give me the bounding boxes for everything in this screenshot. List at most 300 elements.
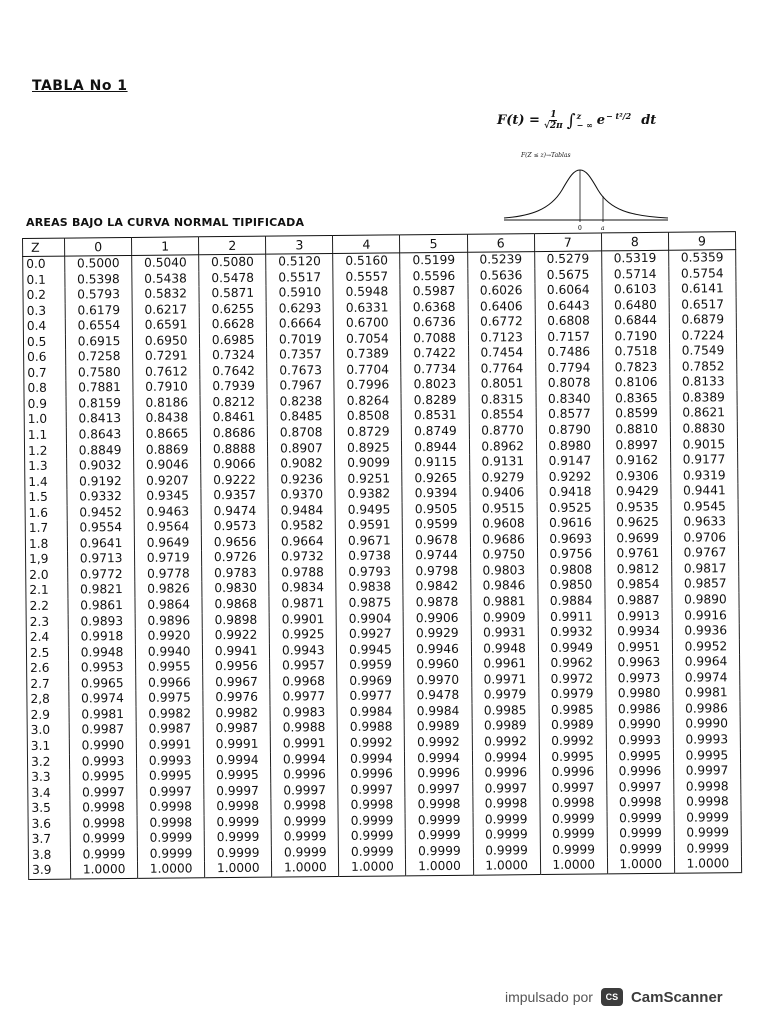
probability-cell: 0.6293 <box>266 301 333 317</box>
probability-cell: 0.9998 <box>674 779 741 795</box>
probability-cell: 0.8599 <box>603 406 670 422</box>
probability-cell: 0.7673 <box>267 363 334 379</box>
probability-cell: 0.9995 <box>204 768 271 784</box>
probability-cell: 0.8531 <box>402 408 469 424</box>
z-value-cell: 2.7 <box>27 676 69 692</box>
formula-dt: dt <box>641 113 657 128</box>
probability-cell: 0.6772 <box>468 314 535 330</box>
probability-cell: 0.9525 <box>537 500 604 516</box>
probability-cell: 0.9671 <box>336 533 403 549</box>
header-col-9: 9 <box>668 232 735 251</box>
probability-cell: 0.9932 <box>538 625 605 641</box>
probability-cell: 0.9429 <box>604 484 671 500</box>
probability-cell: 0.9968 <box>270 674 337 690</box>
probability-cell: 0.9131 <box>469 454 536 470</box>
z-value-cell: 1.6 <box>25 505 67 521</box>
probability-cell: 0.9798 <box>403 564 470 580</box>
z-value-cell: 2.4 <box>26 630 68 646</box>
probability-cell: 0.6331 <box>333 300 400 316</box>
z-value-cell: 1.1 <box>24 428 66 444</box>
z-value-cell: 1.7 <box>25 521 67 537</box>
probability-cell: 0.9999 <box>406 843 473 859</box>
probability-cell: 0.5319 <box>601 250 668 267</box>
curve-label-zero: 0 <box>578 225 582 232</box>
probability-cell: 0.5832 <box>132 286 199 302</box>
probability-cell: 0.9999 <box>406 828 473 844</box>
probability-cell: 0.7123 <box>468 330 535 346</box>
cdf-formula <box>497 110 656 131</box>
probability-cell: 0.5636 <box>467 268 534 284</box>
probability-cell: 0.9997 <box>271 783 338 799</box>
probability-cell: 1.0000 <box>674 856 741 873</box>
probability-cell: 0.9985 <box>472 703 539 719</box>
probability-cell: 0.9066 <box>201 457 268 473</box>
footer-by: impulsado por <box>505 989 593 1005</box>
probability-cell: 0.9706 <box>671 530 738 546</box>
probability-cell: 0.9999 <box>272 845 339 861</box>
probability-cell: 0.9767 <box>671 546 738 562</box>
probability-cell: 0.8461 <box>200 410 267 426</box>
z-value-cell: 2.6 <box>27 661 69 677</box>
probability-cell: 0.9756 <box>537 547 604 563</box>
probability-cell: 0.9989 <box>405 719 472 735</box>
probability-cell: 0.9999 <box>473 812 540 828</box>
z-value-cell: 3.7 <box>28 832 70 848</box>
probability-cell: 0.9998 <box>472 796 539 812</box>
probability-cell: 0.8413 <box>66 411 133 427</box>
probability-cell: 0.9997 <box>137 784 204 800</box>
probability-cell: 0.9147 <box>536 454 603 470</box>
probability-cell: 0.7422 <box>401 346 468 362</box>
probability-cell: 1.0000 <box>473 858 540 875</box>
probability-cell: 0.8621 <box>670 406 737 422</box>
probability-cell: 0.9990 <box>606 717 673 733</box>
probability-cell: 0.9878 <box>403 595 470 611</box>
probability-cell: 0.8078 <box>536 376 603 392</box>
probability-cell: 0.9893 <box>68 614 135 630</box>
probability-cell: 0.9998 <box>674 794 741 810</box>
probability-cell: 0.6844 <box>602 313 669 329</box>
probability-cell: 0.5793 <box>65 287 132 303</box>
probability-cell: 0.8106 <box>603 375 670 391</box>
z-table <box>22 231 742 880</box>
bell-curve <box>504 170 668 218</box>
probability-cell: 0.8962 <box>469 439 536 455</box>
probability-cell: 0.9998 <box>338 797 405 813</box>
probability-cell: 0.8159 <box>66 396 133 412</box>
probability-cell: 0.9999 <box>271 814 338 830</box>
probability-cell: 0.6950 <box>133 333 200 349</box>
probability-cell: 0.8643 <box>66 427 133 443</box>
probability-cell: 0.7642 <box>200 363 267 379</box>
probability-cell: 0.9965 <box>69 676 136 692</box>
probability-cell: 0.9929 <box>404 626 471 642</box>
probability-cell: 0.8997 <box>603 437 670 453</box>
formula-fraction <box>544 110 563 131</box>
probability-cell: 0.8686 <box>201 426 268 442</box>
probability-cell: 0.9992 <box>472 734 539 750</box>
probability-cell: 0.8389 <box>670 390 737 406</box>
probability-cell: 0.9564 <box>134 520 201 536</box>
probability-cell: 0.7794 <box>535 360 602 376</box>
probability-cell: 0.9474 <box>201 503 268 519</box>
z-value-cell: 3.4 <box>28 785 70 801</box>
probability-cell: 0.9961 <box>471 656 538 672</box>
probability-cell: 0.9382 <box>335 487 402 503</box>
probability-cell: 0.9953 <box>69 660 136 676</box>
integral-limits <box>577 112 593 130</box>
z-value-cell: 2.9 <box>27 707 69 723</box>
camscanner-watermark <box>505 988 723 1006</box>
probability-cell: 1.0000 <box>406 859 473 876</box>
probability-cell: 0.9554 <box>67 520 134 536</box>
probability-cell: 0.9906 <box>404 610 471 626</box>
probability-cell: 1.0000 <box>272 860 339 877</box>
probability-cell: 0.8708 <box>268 425 335 441</box>
z-value-cell: 3.2 <box>27 754 69 770</box>
z-value-cell: 2,8 <box>27 692 69 708</box>
probability-cell: 0.7612 <box>133 364 200 380</box>
probability-cell: 0.7734 <box>401 362 468 378</box>
probability-cell: 0.9997 <box>70 785 137 801</box>
probability-cell: 0.7357 <box>267 347 334 363</box>
probability-cell: 0.6443 <box>535 298 602 314</box>
camscanner-logo-icon: CS <box>601 988 623 1006</box>
probability-cell: 0.9834 <box>269 580 336 596</box>
probability-cell: 0.9678 <box>403 533 470 549</box>
z-value-cell: 0.2 <box>23 288 65 304</box>
probability-cell: 0.5948 <box>333 284 400 300</box>
probability-cell: 0.9964 <box>672 654 739 670</box>
probability-cell: 0.9099 <box>335 455 402 471</box>
probability-cell: 0.9535 <box>604 500 671 516</box>
probability-cell: 0.9945 <box>337 642 404 658</box>
probability-cell: 0.6406 <box>468 299 535 315</box>
probability-cell: 0.9974 <box>673 670 740 686</box>
probability-cell: 0.6736 <box>401 315 468 331</box>
probability-cell: 0.9463 <box>134 504 201 520</box>
probability-cell: 0.9996 <box>405 766 472 782</box>
probability-cell: 0.9951 <box>605 639 672 655</box>
probability-cell: 0.9693 <box>537 531 604 547</box>
probability-cell: 0.7454 <box>468 345 535 361</box>
probability-cell: 0.9996 <box>338 766 405 782</box>
probability-cell: 0.9306 <box>603 468 670 484</box>
header-col-3: 3 <box>266 236 333 255</box>
probability-cell: 0.9732 <box>269 549 336 565</box>
probability-cell: 0.9999 <box>204 830 271 846</box>
probability-cell: 0.9999 <box>540 827 607 843</box>
probability-cell: 0.9904 <box>336 611 403 627</box>
probability-cell: 0.9495 <box>335 502 402 518</box>
formula-frac-den: √2π <box>543 121 563 131</box>
probability-cell: 0.9986 <box>606 702 673 718</box>
probability-cell: 0.9890 <box>672 592 739 608</box>
probability-cell: 0.9999 <box>137 846 204 862</box>
probability-cell: 0.9993 <box>606 733 673 749</box>
probability-cell: 0.5000 <box>65 255 132 272</box>
probability-cell: 0.5438 <box>132 271 199 287</box>
probability-cell: 0.9418 <box>537 485 604 501</box>
probability-cell: 0.9977 <box>270 689 337 705</box>
probability-cell: 0.6368 <box>401 299 468 315</box>
probability-cell: 0.9788 <box>269 565 336 581</box>
z-value-cell: 3.3 <box>28 770 70 786</box>
z-value-cell: 0.6 <box>24 350 66 366</box>
probability-cell: 0.9998 <box>137 799 204 815</box>
probability-cell: 0.9990 <box>673 717 740 733</box>
probability-cell: 0.9934 <box>605 624 672 640</box>
probability-cell: 0.9981 <box>673 685 740 701</box>
formula-exp-power: − t²/2 <box>606 110 632 121</box>
z-value-cell: 1.8 <box>25 536 67 552</box>
probability-cell: 0.6103 <box>602 282 669 298</box>
probability-cell: 0.9970 <box>404 672 471 688</box>
probability-cell: 0.6664 <box>267 316 334 332</box>
probability-cell: 0.9999 <box>271 829 338 845</box>
probability-cell: 0.9999 <box>70 847 137 863</box>
probability-cell: 0.9826 <box>135 582 202 598</box>
z-value-cell: 1.3 <box>25 459 67 475</box>
formula-lhs: F(t) = <box>497 113 540 128</box>
probability-cell: 0.9998 <box>405 797 472 813</box>
probability-cell: 0.9981 <box>69 707 136 723</box>
probability-cell: 0.9993 <box>137 753 204 769</box>
probability-cell: 1.0000 <box>138 862 205 879</box>
probability-cell: 0.9441 <box>671 483 738 499</box>
probability-cell: 0.9985 <box>539 702 606 718</box>
probability-cell: 0.9992 <box>539 733 606 749</box>
probability-cell: 0.5714 <box>602 266 669 282</box>
probability-cell: 0.5478 <box>199 270 266 286</box>
probability-cell: 0.7996 <box>334 378 401 394</box>
probability-cell: 0.9993 <box>69 753 136 769</box>
probability-cell: 0.9761 <box>604 546 671 562</box>
probability-cell: 0.5398 <box>65 271 132 287</box>
probability-cell: 0.9812 <box>604 562 671 578</box>
probability-cell: 0.8790 <box>536 422 603 438</box>
z-value-cell: 3.0 <box>27 723 69 739</box>
z-value-cell: 2.5 <box>26 645 68 661</box>
header-col-0: 0 <box>65 237 132 256</box>
formula-exp: e <box>596 113 606 128</box>
probability-cell: 0.6179 <box>65 303 132 319</box>
probability-cell: 0.9162 <box>603 453 670 469</box>
probability-cell: 0.9850 <box>537 578 604 594</box>
probability-cell: 0.8830 <box>670 421 737 437</box>
probability-cell: 0.8289 <box>401 393 468 409</box>
probability-cell: 0.9999 <box>674 841 741 857</box>
probability-cell: 0.9979 <box>538 687 605 703</box>
probability-cell: 0.9974 <box>69 691 136 707</box>
probability-cell: 0.9265 <box>402 470 469 486</box>
probability-cell: 0.9977 <box>337 689 404 705</box>
probability-cell: 0.9515 <box>470 501 537 517</box>
probability-cell: 0.9868 <box>202 597 269 613</box>
probability-cell: 0.6141 <box>669 281 736 297</box>
probability-cell: 0.9920 <box>135 628 202 644</box>
probability-cell: 1.0000 <box>540 858 607 875</box>
probability-cell: 0.6217 <box>132 302 199 318</box>
z-value-cell: 3.1 <box>27 739 69 755</box>
probability-cell: 0.9911 <box>538 609 605 625</box>
probability-cell: 0.6591 <box>132 317 199 333</box>
probability-cell: 0.9999 <box>674 825 741 841</box>
probability-cell: 0.7324 <box>200 348 267 364</box>
probability-cell: 0.7549 <box>669 343 736 359</box>
probability-cell: 0.9875 <box>336 595 403 611</box>
probability-cell: 0.9599 <box>403 517 470 533</box>
probability-cell: 0.9931 <box>471 625 538 641</box>
probability-cell: 0.9608 <box>470 516 537 532</box>
probability-cell: 0.5279 <box>534 251 601 268</box>
probability-cell: 0.9994 <box>271 751 338 767</box>
probability-cell: 1.0000 <box>205 861 272 878</box>
probability-cell: 0.9999 <box>338 813 405 829</box>
probability-cell: 0.9292 <box>536 469 603 485</box>
probability-cell: 0.8770 <box>469 423 536 439</box>
probability-cell: 0.9925 <box>270 627 337 643</box>
probability-cell: 0.9946 <box>404 641 471 657</box>
z-value-cell: 0.1 <box>23 272 65 288</box>
header-col-7: 7 <box>534 233 601 252</box>
probability-cell: 0.9994 <box>472 750 539 766</box>
probability-cell: 0.9998 <box>540 796 607 812</box>
probability-cell: 0.9641 <box>67 536 134 552</box>
probability-cell: 0.9452 <box>67 505 134 521</box>
probability-cell: 0.9913 <box>605 608 672 624</box>
z-value-cell: 2.3 <box>26 614 68 630</box>
probability-cell: 0.7019 <box>267 332 334 348</box>
probability-cell: 0.7939 <box>200 379 267 395</box>
integral-lower: − ∞ <box>576 119 593 130</box>
probability-cell: 0.9345 <box>134 488 201 504</box>
probability-cell: 0.9177 <box>670 452 737 468</box>
probability-cell: 0.9838 <box>336 580 403 596</box>
probability-cell: 0.9996 <box>472 765 539 781</box>
probability-cell: 0.9979 <box>471 687 538 703</box>
probability-cell: 0.9996 <box>606 764 673 780</box>
probability-cell: 0.9975 <box>136 691 203 707</box>
probability-cell: 0.9998 <box>607 795 674 811</box>
z-value-cell: 1.2 <box>24 443 66 459</box>
probability-cell: 0.9719 <box>135 551 202 567</box>
probability-cell: 0.9991 <box>203 737 270 753</box>
probability-cell: 0.6554 <box>65 318 132 334</box>
probability-cell: 0.9990 <box>69 738 136 754</box>
probability-cell: 0.8944 <box>402 439 469 455</box>
probability-cell: 0.9949 <box>538 640 605 656</box>
probability-cell: 0.9999 <box>607 810 674 826</box>
probability-cell: 0.9406 <box>469 485 536 501</box>
probability-cell: 0.9854 <box>605 577 672 593</box>
probability-cell: 0.9957 <box>270 658 337 674</box>
probability-cell: 0.9998 <box>70 816 137 832</box>
probability-cell: 0.5040 <box>132 255 199 272</box>
probability-cell: 0.9699 <box>604 531 671 547</box>
probability-cell: 0.7704 <box>334 362 401 378</box>
header-z: Z <box>23 238 65 256</box>
probability-cell: 0.9032 <box>67 458 134 474</box>
probability-cell: 0.9817 <box>671 561 738 577</box>
probability-cell: 0.9664 <box>269 534 336 550</box>
z-value-cell: 1.4 <box>25 474 67 490</box>
probability-cell: 0.8980 <box>536 438 603 454</box>
probability-cell: 0.9881 <box>471 594 538 610</box>
probability-cell: 0.8849 <box>66 443 133 459</box>
z-value-cell: 2.1 <box>26 583 68 599</box>
probability-cell: 0.9998 <box>70 800 137 816</box>
integral-upper: z <box>576 110 582 121</box>
probability-cell: 0.9998 <box>271 798 338 814</box>
probability-cell: 0.9941 <box>203 643 270 659</box>
probability-cell: 0.9633 <box>671 514 738 530</box>
probability-cell: 0.9966 <box>136 675 203 691</box>
probability-cell: 0.8212 <box>200 395 267 411</box>
probability-cell: 0.8907 <box>268 441 335 457</box>
z-value-cell: 1.0 <box>24 412 66 428</box>
probability-cell: 0.9394 <box>402 486 469 502</box>
z-value-cell: 2.0 <box>26 568 68 584</box>
probability-cell: 0.9984 <box>337 704 404 720</box>
probability-cell: 0.9972 <box>538 671 605 687</box>
probability-cell: 0.8438 <box>133 411 200 427</box>
probability-cell: 0.9997 <box>673 763 740 779</box>
probability-cell: 0.7881 <box>66 380 133 396</box>
probability-cell: 0.7054 <box>334 331 401 347</box>
probability-cell: 0.8133 <box>670 375 737 391</box>
probability-cell: 0.8023 <box>401 377 468 393</box>
probability-cell: 0.9991 <box>271 736 338 752</box>
probability-cell: 0.9357 <box>201 488 268 504</box>
probability-cell: 0.9857 <box>672 577 739 593</box>
probability-cell: 0.7157 <box>535 329 602 345</box>
probability-cell: 0.7486 <box>535 345 602 361</box>
probability-cell: 0.7088 <box>401 330 468 346</box>
probability-cell: 0.5557 <box>333 269 400 285</box>
probability-cell: 0.7580 <box>66 365 133 381</box>
probability-cell: 0.6879 <box>669 312 736 328</box>
probability-cell: 0.9370 <box>268 487 335 503</box>
probability-cell: 0.8315 <box>469 392 536 408</box>
probability-cell: 0.9484 <box>268 503 335 519</box>
curve-label-a: a <box>601 225 605 232</box>
probability-cell: 0.8888 <box>201 441 268 457</box>
probability-cell: 0.9896 <box>135 613 202 629</box>
probability-cell: 0.9998 <box>137 815 204 831</box>
probability-cell: 0.9940 <box>136 644 203 660</box>
probability-cell: 0.9993 <box>673 732 740 748</box>
normal-curve-diagram <box>500 150 672 235</box>
probability-cell: 0.7291 <box>133 349 200 365</box>
probability-cell: 0.9909 <box>471 610 538 626</box>
probability-cell: 0.9989 <box>472 718 539 734</box>
probability-cell: 0.9573 <box>201 519 268 535</box>
probability-cell: 0.6480 <box>602 297 669 313</box>
probability-cell: 0.5120 <box>266 254 333 271</box>
probability-cell: 0.9916 <box>672 608 739 624</box>
probability-cell: 0.9922 <box>202 628 269 644</box>
probability-cell: 0.6700 <box>334 316 401 332</box>
probability-cell: 0.9994 <box>204 752 271 768</box>
probability-cell: 0.9959 <box>337 658 404 674</box>
z-value-cell: 0.8 <box>24 381 66 397</box>
probability-cell: 0.9793 <box>336 564 403 580</box>
header-col-2: 2 <box>199 236 266 255</box>
probability-cell: 0.8869 <box>134 442 201 458</box>
probability-cell: 0.9987 <box>69 722 136 738</box>
table-section-title: AREAS BAJO LA CURVA NORMAL TIPIFICADA <box>26 216 305 229</box>
